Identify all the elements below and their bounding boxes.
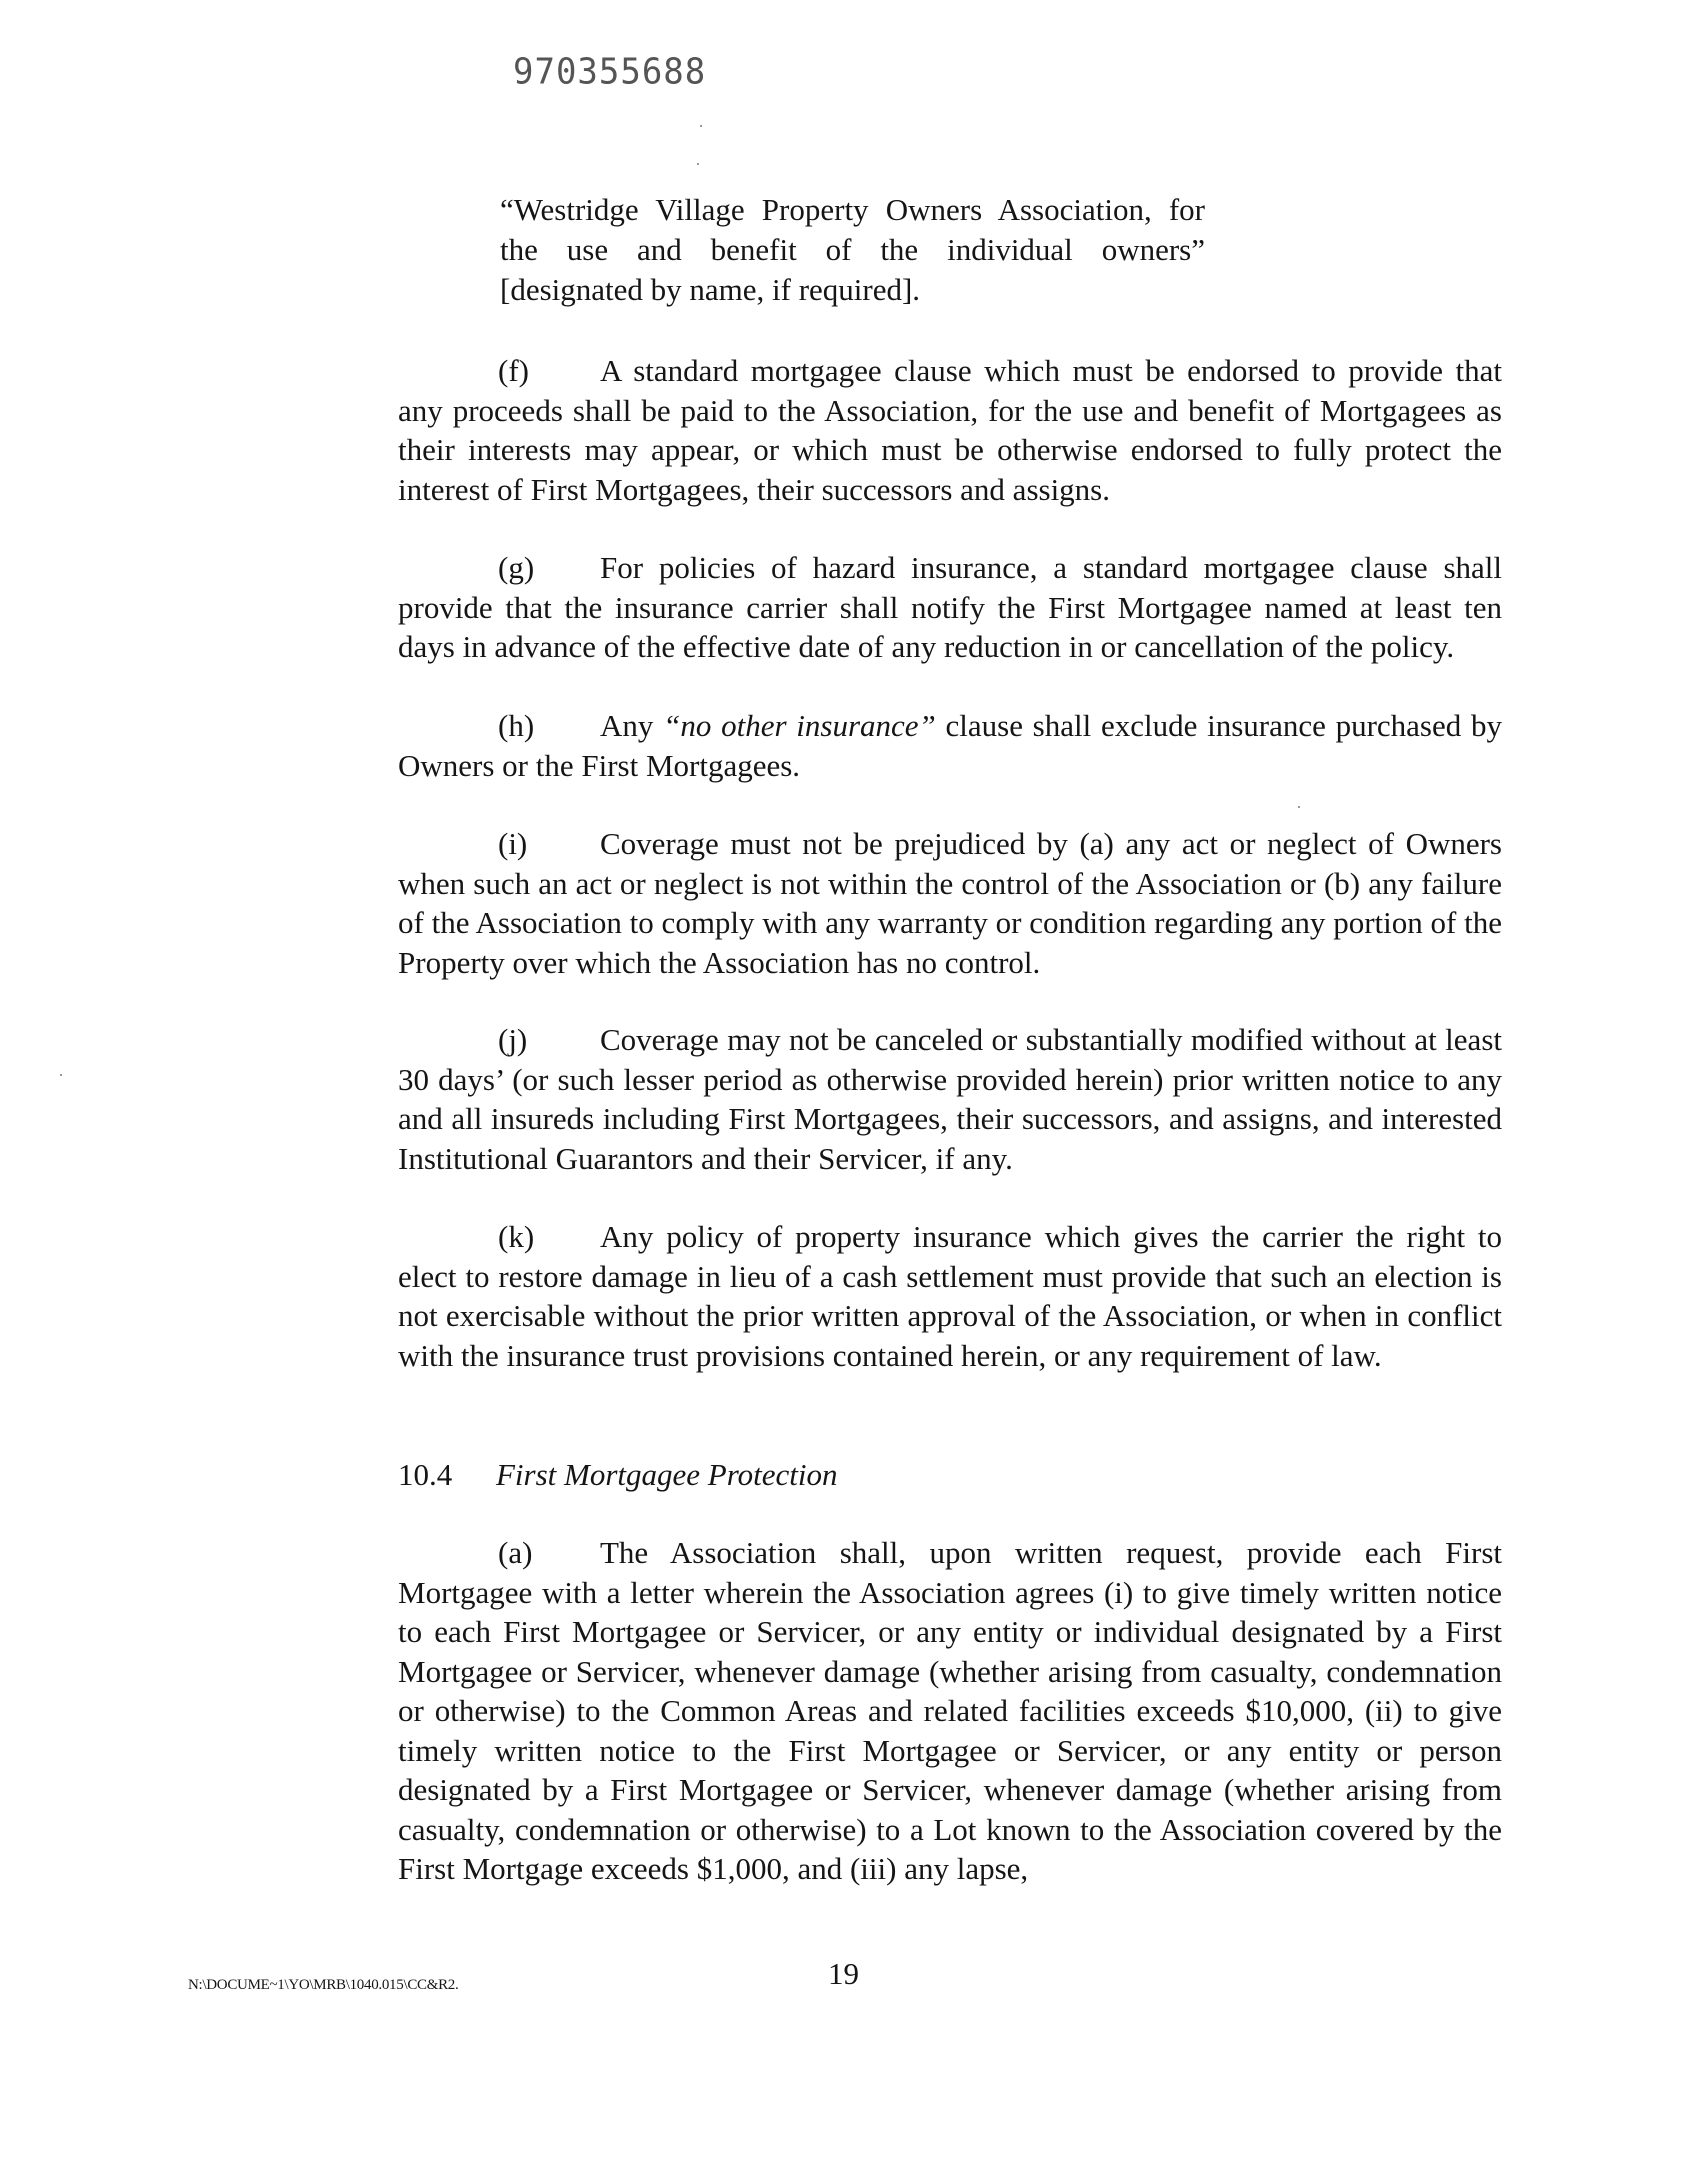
paragraph-text: Coverage may not be canceled or substantially modified without at least 30 days’ (or such lesser period as otherwise provided herein) prior written notice to any and all insureds including First Mortgagees, their successors, and assigns, and interested Institutional Guarantors and their Servicer, if any. [398, 1022, 1502, 1176]
section-number: 10.4 [398, 1457, 453, 1492]
paragraph-10-4-a [398, 1533, 1502, 1889]
paragraph-text: Any [600, 708, 664, 743]
paragraph-text: For policies of hazard insurance, a standard mortgagee clause shall provide that the insurance carrier shall notify the First Mortgagee named at least ten days in advance of the effective date of any reduction in or cancellation of the policy. [398, 550, 1502, 664]
paragraph-g [398, 548, 1502, 667]
paragraph-text: Coverage must not be prejudiced by (a) any act or neglect of Owners when such an act or neglect is not within the control of the Association or (b) any failure of the Association to comply with any warranty or condition regarding any portion of the Property over which the Association has no control. [398, 826, 1502, 980]
quote-line: “Westridge Village Property Owners Association, for [500, 192, 1205, 227]
paragraph-label: (h) [498, 708, 535, 743]
scan-speck [700, 125, 702, 127]
footer-file-path: N:\DOCUME~1\YO\MRB\1040.015\CC&R2. [188, 1977, 459, 1993]
page-number: 19 [828, 1956, 859, 1991]
document-stamp-number: 970355688 [513, 51, 707, 93]
paragraph-k [398, 1217, 1502, 1375]
section-heading [398, 1455, 838, 1495]
quote-line: the use and benefit of the individual owners” [500, 232, 1205, 267]
paragraph-f [398, 351, 1502, 509]
paragraph-text: The Association shall, upon written request, provide each First Mortgagee with a letter wherein the Association agrees (i) to give timely written notice to each First Mortgagee or Servicer, or any entity or individual designated by a First Mortgagee or Servicer, whenever damage (whether arising from casualty, condemnation or otherwise) to the Common Areas and related facilities exceeds $10,000, (ii) to give timely written notice to the First Mortgagee or Servicer, or any entity or person designated by a First Mortgagee or Servicer, whenever damage (whether arising from casualty, condemnation or otherwise) to a Lot known to the Association covered by the First Mortgage exceeds $1,000, and (iii) any lapse, [398, 1535, 1502, 1886]
scan-speck [60, 1074, 62, 1076]
quoted-payee-block [500, 190, 1205, 310]
quote-line: [designated by name, if required]. [500, 272, 921, 307]
paragraph-label: (a) [498, 1535, 533, 1570]
paragraph-i [398, 824, 1502, 982]
paragraph-j [398, 1020, 1502, 1178]
paragraph-text: clause shall exclude insurance purchased by Owners or the First Mortgagees. [398, 708, 1502, 783]
scan-speck [697, 163, 699, 165]
paragraph-label: (g) [498, 550, 535, 585]
paragraph-label: (f) [498, 353, 529, 388]
paragraph-h [398, 706, 1502, 785]
paragraph-text: Any policy of property insurance which gives the carrier the right to elect to restore damage in lieu of a cash settlement must provide that such an election is not exercisable without the prior written approval of the Association, or when in conflict with the insurance trust provisions contained herein, or any requirement of law. [398, 1219, 1502, 1373]
paragraph-label: (k) [498, 1219, 535, 1254]
section-title: First Mortgagee Protection [496, 1457, 838, 1492]
paragraph-label: (i) [498, 826, 528, 861]
paragraph-italic-term: “no other insurance” [663, 708, 936, 743]
paragraph-text: A standard mortgagee clause which must be endorsed to provide that any proceeds shall be paid to the Association, for the use and benefit of Mortgagees as their interests may appear, or which must be otherwise endorsed to fully protect the interest of First Mortgagees, their successors and assigns. [398, 353, 1502, 507]
paragraph-label: (j) [498, 1022, 528, 1057]
scan-speck [1298, 806, 1300, 808]
